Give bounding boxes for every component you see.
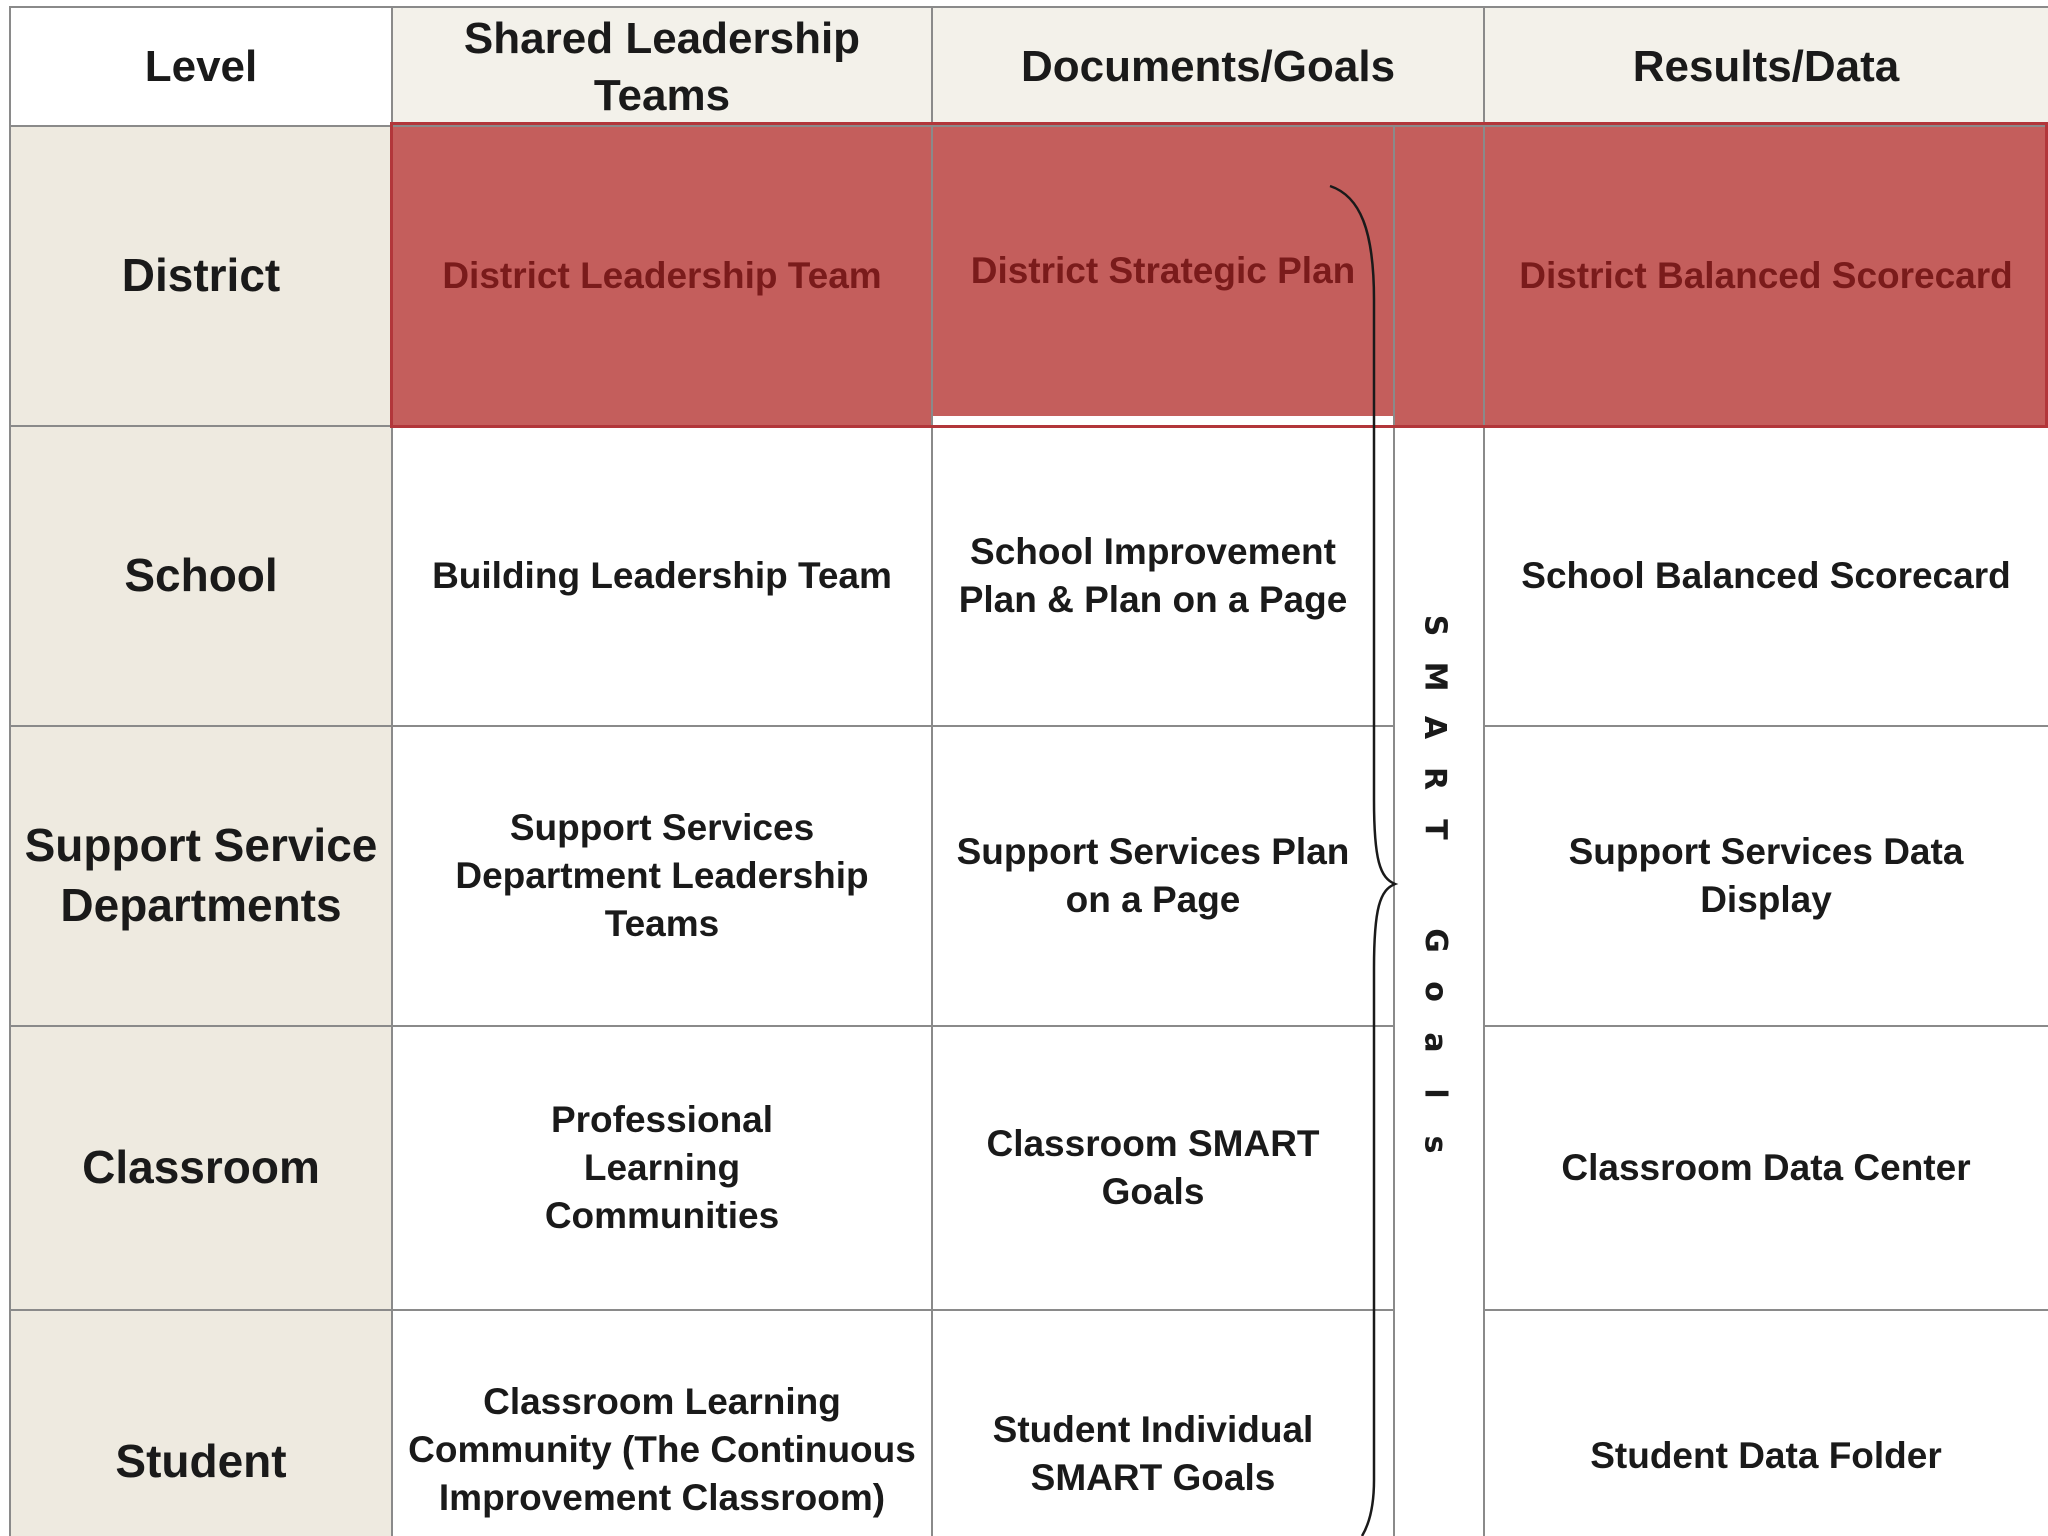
smart-letter: R xyxy=(1417,766,1453,791)
cell-result-student: Student Data Folder xyxy=(1484,1310,2048,1536)
row-level-classroom: Classroom xyxy=(10,1026,392,1310)
smart-letter: T xyxy=(1417,819,1453,840)
cell-document-district: District Strategic Plan xyxy=(932,126,1394,416)
header-results-data: Results/Data xyxy=(1484,8,2048,126)
cell-team-district: District Leadership Team xyxy=(392,126,932,426)
smart-letter: l xyxy=(1417,1088,1453,1099)
cell-team-classroom: Professional Learning Communities xyxy=(392,1026,932,1310)
cell-document-student: Student Individual SMART Goals xyxy=(932,1310,1394,1536)
cell-result-school: School Balanced Scorecard xyxy=(1484,426,2048,726)
cell-result-support-services: Support Services Data Display xyxy=(1484,726,2048,1026)
cell-result-classroom: Classroom Data Center xyxy=(1484,1026,2048,1310)
smart-letter: S xyxy=(1417,614,1453,637)
cell-team-support-services: Support Services Department Leadership Teams xyxy=(392,726,932,1026)
header-level: Level xyxy=(10,8,392,126)
smart-letter: s xyxy=(1417,1135,1453,1154)
row-level-student: Student xyxy=(10,1310,392,1536)
row-level-district: District xyxy=(10,126,392,426)
row-level-school: School xyxy=(10,426,392,726)
smart-letter: o xyxy=(1417,981,1453,1002)
cell-team-student: Classroom Learning Community (The Continuous Improvement Classroom) xyxy=(392,1310,932,1536)
smart-letter: a xyxy=(1417,1032,1453,1053)
cell-result-district: District Balanced Scorecard xyxy=(1484,126,2048,426)
cell-document-support-services: Support Services Plan on a Page xyxy=(932,726,1394,1026)
smart-letter: M xyxy=(1417,661,1453,692)
header-shared-leadership-teams: Shared Leadership Teams xyxy=(392,8,932,126)
smart-letter: G xyxy=(1417,928,1453,953)
row-level-support-service-departments: Support Service Departments xyxy=(10,726,392,1026)
cell-document-classroom: Classroom SMART Goals xyxy=(932,1026,1394,1310)
smart-letter: A xyxy=(1417,715,1453,740)
cell-team-school: Building Leadership Team xyxy=(392,426,932,726)
header-documents-goals: Documents/Goals xyxy=(932,8,1484,126)
cell-document-school: School Improvement Plan & Plan on a Page xyxy=(932,426,1394,726)
